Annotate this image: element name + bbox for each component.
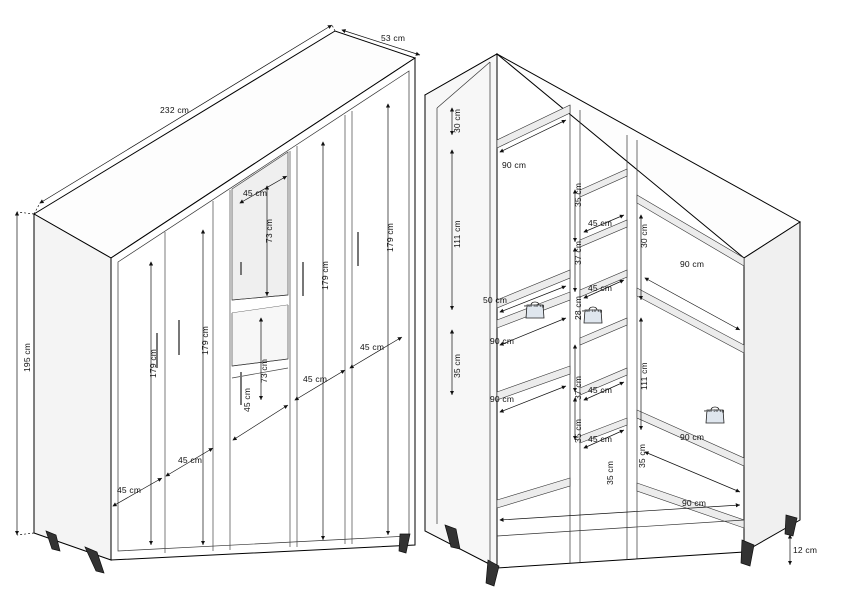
- dim-label-door-width-45-e: 45 cm: [360, 342, 385, 352]
- dim-label-door-height-179-a: 179 cm: [148, 348, 158, 378]
- dim-label-depth-53: 53 cm: [381, 33, 406, 43]
- dim-label-door-width-45-a: 45 cm: [117, 485, 142, 495]
- load-badge-label-left: max 40 kg: [524, 303, 545, 308]
- dim-label-mid-35-a: 35 cm: [573, 182, 583, 207]
- dim-label-shelf-width-90-a: 90 cm: [502, 160, 527, 170]
- dim-label-leg-height-12: 12 cm: [793, 545, 818, 555]
- dim-label-mid-37-b: 37 cm: [573, 375, 583, 400]
- dim-label-mid-width-45-c: 45 cm: [588, 385, 613, 395]
- dim-label-shelf-width-90-c: 90 cm: [490, 394, 515, 404]
- dim-label-door-height-179-c: 179 cm: [320, 260, 330, 290]
- dim-label-top-30: 30 cm: [452, 108, 462, 133]
- dim-label-door-height-179-b: 179 cm: [200, 325, 210, 355]
- dim-label-right-35: 35 cm: [637, 443, 647, 468]
- dim-label-mid-28: 28 cm: [573, 295, 583, 320]
- dim-label-height-195: 195 cm: [22, 342, 32, 372]
- dim-label-shelf-width-90-e: 90 cm: [680, 432, 705, 442]
- dim-label-mid-37-a: 37 cm: [573, 240, 583, 265]
- dim-label-mid-width-45-d: 45 cm: [588, 434, 613, 444]
- dim-label-drawer-width-50: 50 cm: [483, 295, 508, 305]
- load-badge-label-right: max 20 kg: [704, 408, 725, 413]
- dim-label-left-111: 111 cm: [452, 220, 462, 248]
- dim-label-door-width-45-c: 45 cm: [242, 387, 252, 412]
- dim-label-mid-width-45-a: 45 cm: [588, 218, 613, 228]
- dim-label-shelf-width-90-d: 90 cm: [680, 259, 705, 269]
- dim-label-niche-width-45: 45 cm: [243, 188, 268, 198]
- dim-label-base-width-90: 90 cm: [682, 498, 707, 508]
- dim-label-right-111: 111 cm: [639, 362, 649, 390]
- load-badge-label-middle: max 10 kg: [582, 308, 603, 313]
- dim-label-width-232: 232 cm: [160, 105, 190, 115]
- dim-label-door-width-45-b: 45 cm: [178, 455, 203, 465]
- dim-label-door-height-179-d: 179 cm: [385, 222, 395, 252]
- dim-label-mid-width-45-b: 45 cm: [588, 283, 613, 293]
- dim-label-mid-35-c: 35 cm: [605, 460, 615, 485]
- dim-label-niche-height-73-a: 73 cm: [264, 218, 274, 243]
- dim-label-niche-height-73-b: 73 cm: [259, 358, 269, 383]
- dim-label-right-30: 30 cm: [639, 223, 649, 248]
- dim-label-left-35: 35 cm: [452, 353, 462, 378]
- dim-label-door-width-45-d: 45 cm: [303, 374, 328, 384]
- dim-label-mid-35-b: 35 cm: [573, 418, 583, 443]
- dim-label-shelf-width-90-b: 90 cm: [490, 336, 515, 346]
